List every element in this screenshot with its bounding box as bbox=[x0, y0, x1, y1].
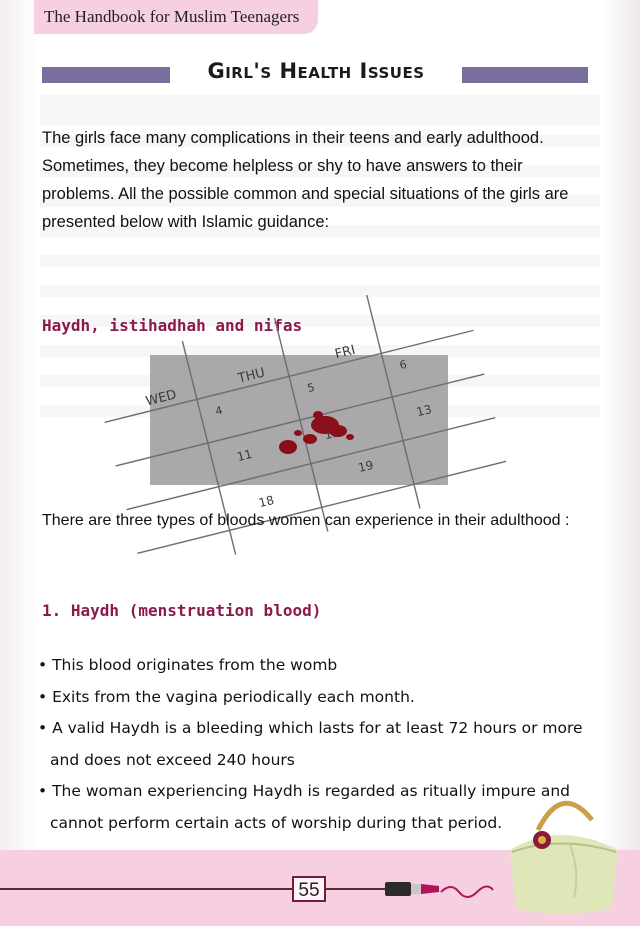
calendar-date: 6 bbox=[398, 357, 409, 373]
calendar-date: 5 bbox=[306, 380, 317, 396]
purse-icon bbox=[500, 780, 630, 920]
intro-paragraph: The girls face many complications in their teens and early adulthood. Sometimes, they become helpless or shy to have answers to their problems. All the possible common and special situations of the girls are presented below with Islamic guidance: bbox=[42, 129, 569, 231]
calendar-date: 19 bbox=[356, 457, 375, 476]
list-item: • Exits from the vagina periodically each month. bbox=[38, 687, 415, 706]
calendar-date: 4 bbox=[213, 403, 224, 419]
subheading-haydh-istihadhah-nifas: Haydh, istihadhah and nifas bbox=[42, 316, 303, 335]
calendar-date: 13 bbox=[414, 402, 434, 420]
list-item: • A valid Haydh is a bleeding which lasts for at least 72 hours or more and does not exceed 240 hours bbox=[38, 719, 583, 769]
subheading-haydh: 1. Haydh (menstruation blood) bbox=[42, 601, 322, 620]
lipstick-icon bbox=[385, 876, 495, 906]
calendar-photo bbox=[144, 342, 448, 511]
title-bar-left bbox=[42, 67, 170, 83]
footer-rule-right bbox=[326, 888, 386, 890]
calendar-date: 11 bbox=[235, 446, 254, 465]
list-item: • This blood originates from the womb bbox=[38, 656, 338, 674]
calendar-date: 18 bbox=[257, 492, 276, 511]
title-bar-right bbox=[462, 67, 588, 83]
types-intro: There are three types of bloods women can experience in their adulthood : bbox=[42, 512, 570, 529]
page-number: 55 bbox=[292, 876, 326, 902]
section-title: Girl's Health Issues bbox=[207, 59, 425, 83]
calendar-day-thu: THU bbox=[236, 365, 267, 387]
calendar-day-fri: FRI bbox=[333, 342, 357, 363]
calendar-day-wed: WED bbox=[144, 387, 179, 410]
footer-rule bbox=[0, 888, 292, 890]
book-title: The Handbook for Muslim Teenagers bbox=[44, 7, 300, 26]
list-item: • The woman experiencing Haydh is regarded as ritually impure and cannot perform certain acts of worship during that period. bbox=[38, 782, 570, 832]
